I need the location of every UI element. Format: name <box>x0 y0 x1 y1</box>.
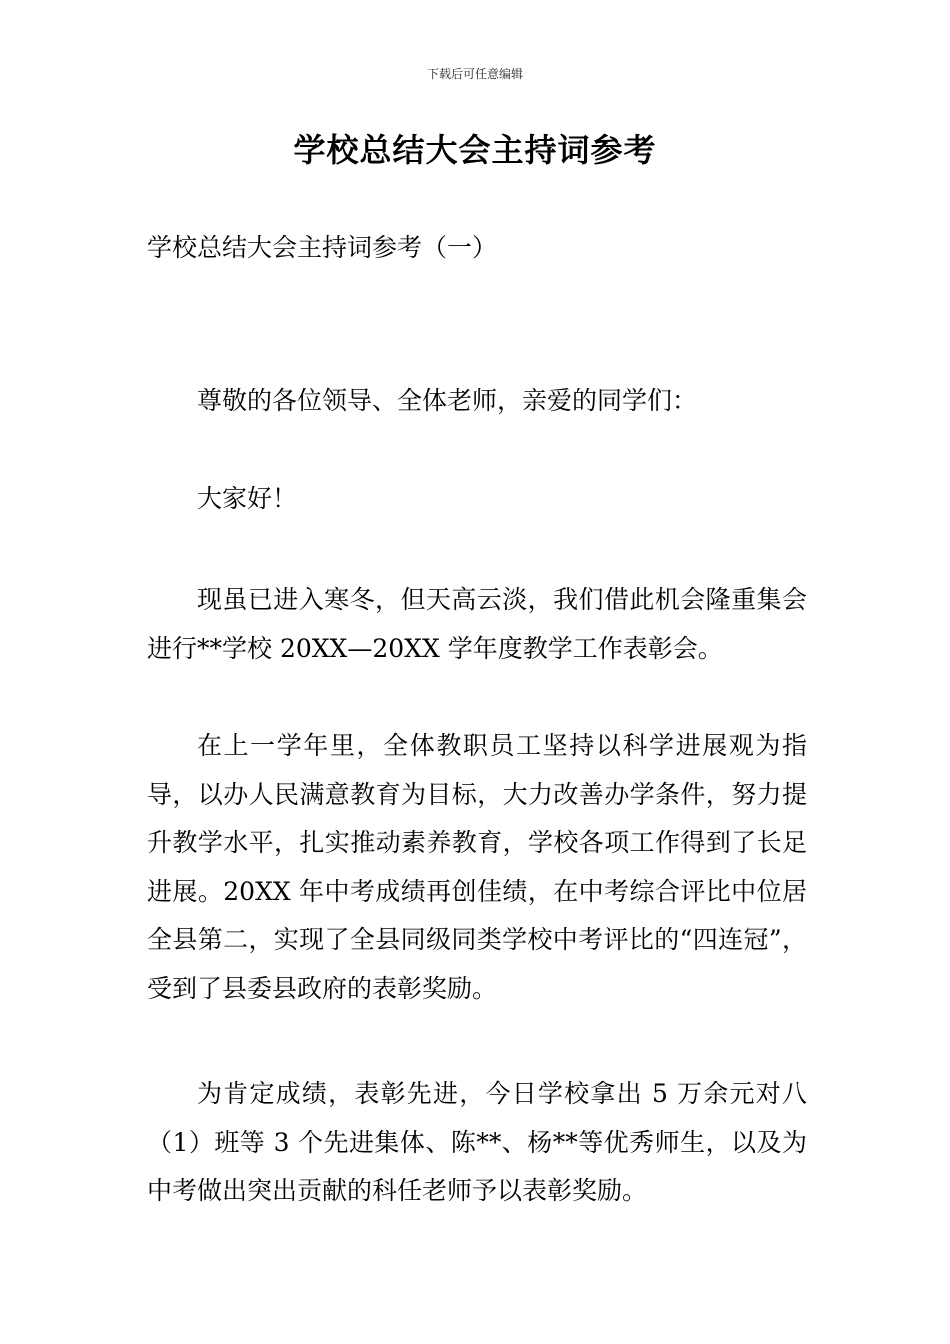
paragraph-achievements: 在上一学年里，全体教职员工坚持以科学进展观为指导，以办人民满意教育为目标，大力改善办学条件，努力提升教学水平，扎实推动素养教育，学校各项工作得到了长足进展。20XX 年中考成绩再创佳绩，在中考综合评比中位居全县第二，实现了全县同级同类学校中考评比的“四连冠”，受到了县委县政府的表彰奖励。 <box>147 731 807 1003</box>
header-note: 下载后可任意编辑 <box>426 67 523 81</box>
section-heading: 学校总结大会主持词参考（一） <box>147 233 498 262</box>
paragraph-greeting: 尊敬的各位领导、全体老师，亲爱的同学们： <box>197 386 698 415</box>
document-title: 学校总结大会主持词参考 <box>293 131 657 169</box>
paragraph-intro: 现虽已进入寒冬，但天高云淡，我们借此机会隆重集会进行**学校 20XX—20XX 学年度教学工作表彰会。 <box>147 585 807 663</box>
paragraph-hello: 大家好！ <box>197 484 298 513</box>
paragraph-awards: 为肯定成绩，表彰先进，今日学校拿出 5 万余元对八（1）班等 3 个先进集体、陈**、杨**等优秀师生，以及为中考做出突出贡献的科任老师予以表彰奖励。 <box>147 1079 807 1205</box>
